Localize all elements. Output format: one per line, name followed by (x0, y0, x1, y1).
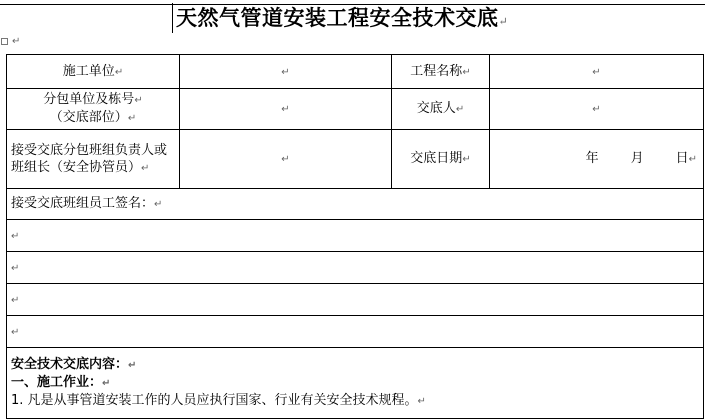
date-month: 月 (630, 151, 644, 166)
form-row-units (7, 55, 704, 89)
date-year: 年 (585, 151, 599, 166)
construction-unit-value[interactable]: ↵ (180, 55, 392, 89)
project-name-label: 工程名称↵ (392, 55, 490, 89)
form-row-receiver (7, 130, 704, 189)
table-anchor-icon[interactable] (1, 38, 8, 45)
content-heading: 安全技术交底内容：↵ (11, 357, 137, 372)
receiver-value[interactable]: ↵ (180, 130, 392, 189)
paragraph-mark: ↵ (12, 36, 21, 47)
disclosure-form-table (6, 54, 704, 419)
signature-line-4[interactable]: ↵ (7, 316, 704, 348)
signature-blank-row (7, 220, 704, 252)
document-title: 天然气管道安装工程安全技术交底↵ (172, 3, 508, 33)
project-name-value[interactable]: ↵ (490, 55, 704, 89)
form-row-subcontractor (7, 89, 704, 130)
form-row-signatures (7, 189, 704, 220)
section-construction-heading: 一、施工作业：↵ (11, 375, 111, 390)
receiver-label: 接受交底分包班组负责人或班组长（安全协管员）↵ (7, 130, 180, 189)
discloser-label: 交底人↵ (392, 89, 490, 130)
construction-unit-label: 施工单位↵ (7, 55, 180, 89)
disclosure-date-label: 交底日期↵ (392, 130, 490, 189)
subcontractor-value[interactable]: ↵ (180, 89, 392, 130)
signature-line-3[interactable]: ↵ (7, 284, 704, 316)
content-item-1: 1. 凡是从事管道安装工作的人员应执行国家、行业有关安全技术规程。↵ (11, 393, 426, 408)
date-day: 日↵ (675, 151, 697, 166)
discloser-value[interactable]: ↵ (490, 89, 704, 130)
signature-blank-row (7, 252, 704, 284)
disclosure-date-value[interactable] (490, 130, 704, 189)
signature-line-2[interactable]: ↵ (7, 252, 704, 284)
signature-line-1[interactable]: ↵ (7, 220, 704, 252)
subcontractor-label: 分包单位及栋号↵ （交底部位）↵ (7, 89, 180, 130)
signatures-label: 接受交底班组员工签名：↵ (7, 189, 704, 220)
signature-blank-row (7, 284, 704, 316)
safety-content-cell[interactable] (7, 348, 704, 419)
form-row-content (7, 348, 704, 419)
signature-blank-row (7, 316, 704, 348)
